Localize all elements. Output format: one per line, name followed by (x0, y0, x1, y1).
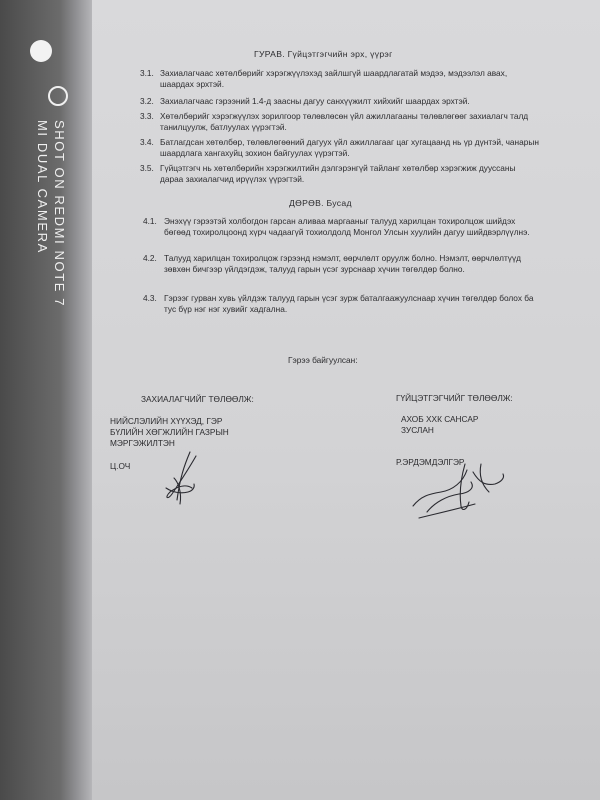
clause-number: 3.2. (140, 96, 154, 106)
clause-number: 3.5. (140, 163, 154, 173)
clause-text: Талууд харилцан тохиролцож гэрээнд нэмэлт, өөрчлөлт оруулж болно. Нэмэлт, өөрчлөлтүүд зөвхөн бичгээр үйлдэгдэж, талууд гарын үсэг зурснаар хүчин төгөлдөр болно. (164, 253, 521, 274)
client-title: ЗАХИАЛАГЧИЙГ ТӨЛӨӨЛЖ: (141, 394, 254, 404)
clause-text: Батлагдсан хөтөлбөр, төлөвлөгөөний дагуух үйл ажиллагааг цаг хугацаанд нь үр дүнтэй, чанарын шаардлага хангахуйц зохион байгуулах үүрэгтэй. (160, 137, 539, 158)
watermark-line-2: MI DUAL CAMERA (35, 120, 50, 254)
section-4-heading: ДӨРӨВ. Бусад (289, 198, 352, 208)
watermark-line-1: SHOT ON REDMI NOTE 7 (52, 120, 67, 308)
contractor-name: Р.ЭРДЭМДЭЛГЭР (396, 457, 465, 467)
clause-text: Гэрээг гурван хувь үйлдэж талууд гарын үсэг зурж баталгаажуулснаар хүчин төгөлдөр болох ба тус бүр нэг нэг хувийг хадгална. (164, 293, 534, 314)
clause-number: 4.2. (143, 253, 157, 263)
clause-number: 3.3. (140, 111, 154, 121)
clause-number: 4.3. (143, 293, 157, 303)
clause-number: 4.1. (143, 216, 157, 226)
client-org-line-3: МЭРГЭЖИЛТЭН (110, 438, 175, 448)
signing-intro: Гэрээ байгуулсан: (288, 355, 358, 365)
contractor-org-line-1: АХОБ ХХК САНСАР (401, 414, 479, 424)
section-3-heading: ГУРАВ. Гүйцэтгэгчийн эрх, үүрэг (254, 49, 393, 59)
contractor-title: ГҮЙЦЭТГЭГЧИЙГ ТӨЛӨӨЛЖ: (396, 393, 513, 403)
client-name: Ц.ОЧ (110, 461, 131, 471)
contractor-org-line-2: ЗУСЛАН (401, 425, 434, 435)
clause-text: Захиалагчаас гэрээний 1.4-д заасны дагуу санхүүжилт хийхийг шаардах эрхтэй. (160, 96, 470, 106)
client-org-line-1: НИЙСЛЭЛИЙН ХҮҮХЭД, ГЭР (110, 416, 223, 426)
client-signature (150, 448, 210, 508)
clause-text: Энэхүү гэрээтэй холбогдон гарсан аливаа маргааныг талууд харилцан тохиролцож шийдэх бөгөөд тохиролцоонд хүрч чадаагүй тохиолдолд Монгол Улсын хуулийн дагуу шийдвэрлүүлнэ. (164, 216, 530, 237)
clause-number: 3.1. (140, 68, 154, 78)
clause-number: 3.4. (140, 137, 154, 147)
client-org-line-2: БҮЛИЙН ХӨГЖЛИЙН ГАЗРЫН (110, 427, 229, 437)
clause-text: Гүйцэтгэгч нь хөтөлбөрийн хэрэгжилтийн дэлгэрэнгүй тайланг хөтөлбөр хэрэгжиж дууссаны дараа захиалагчид ирүүлэх үүрэгтэй. (160, 163, 516, 184)
clause-text: Хөтөлбөрийг хэрэгжүүлэх зорилгоор төлөвлөсөн үйл ажиллагааны төлөвлөгөөг захиалагч талд танилцуулж, батлуулах үүрэгтэй. (160, 111, 529, 132)
contractor-signature (405, 452, 515, 522)
clause-text: Захиалагчаас хөтөлбөрийг хэрэгжүүлэхэд зайлшгүй шаардлагатай мэдээ, мэдээлэл авах, шаардах эрхтэй. (160, 68, 508, 89)
